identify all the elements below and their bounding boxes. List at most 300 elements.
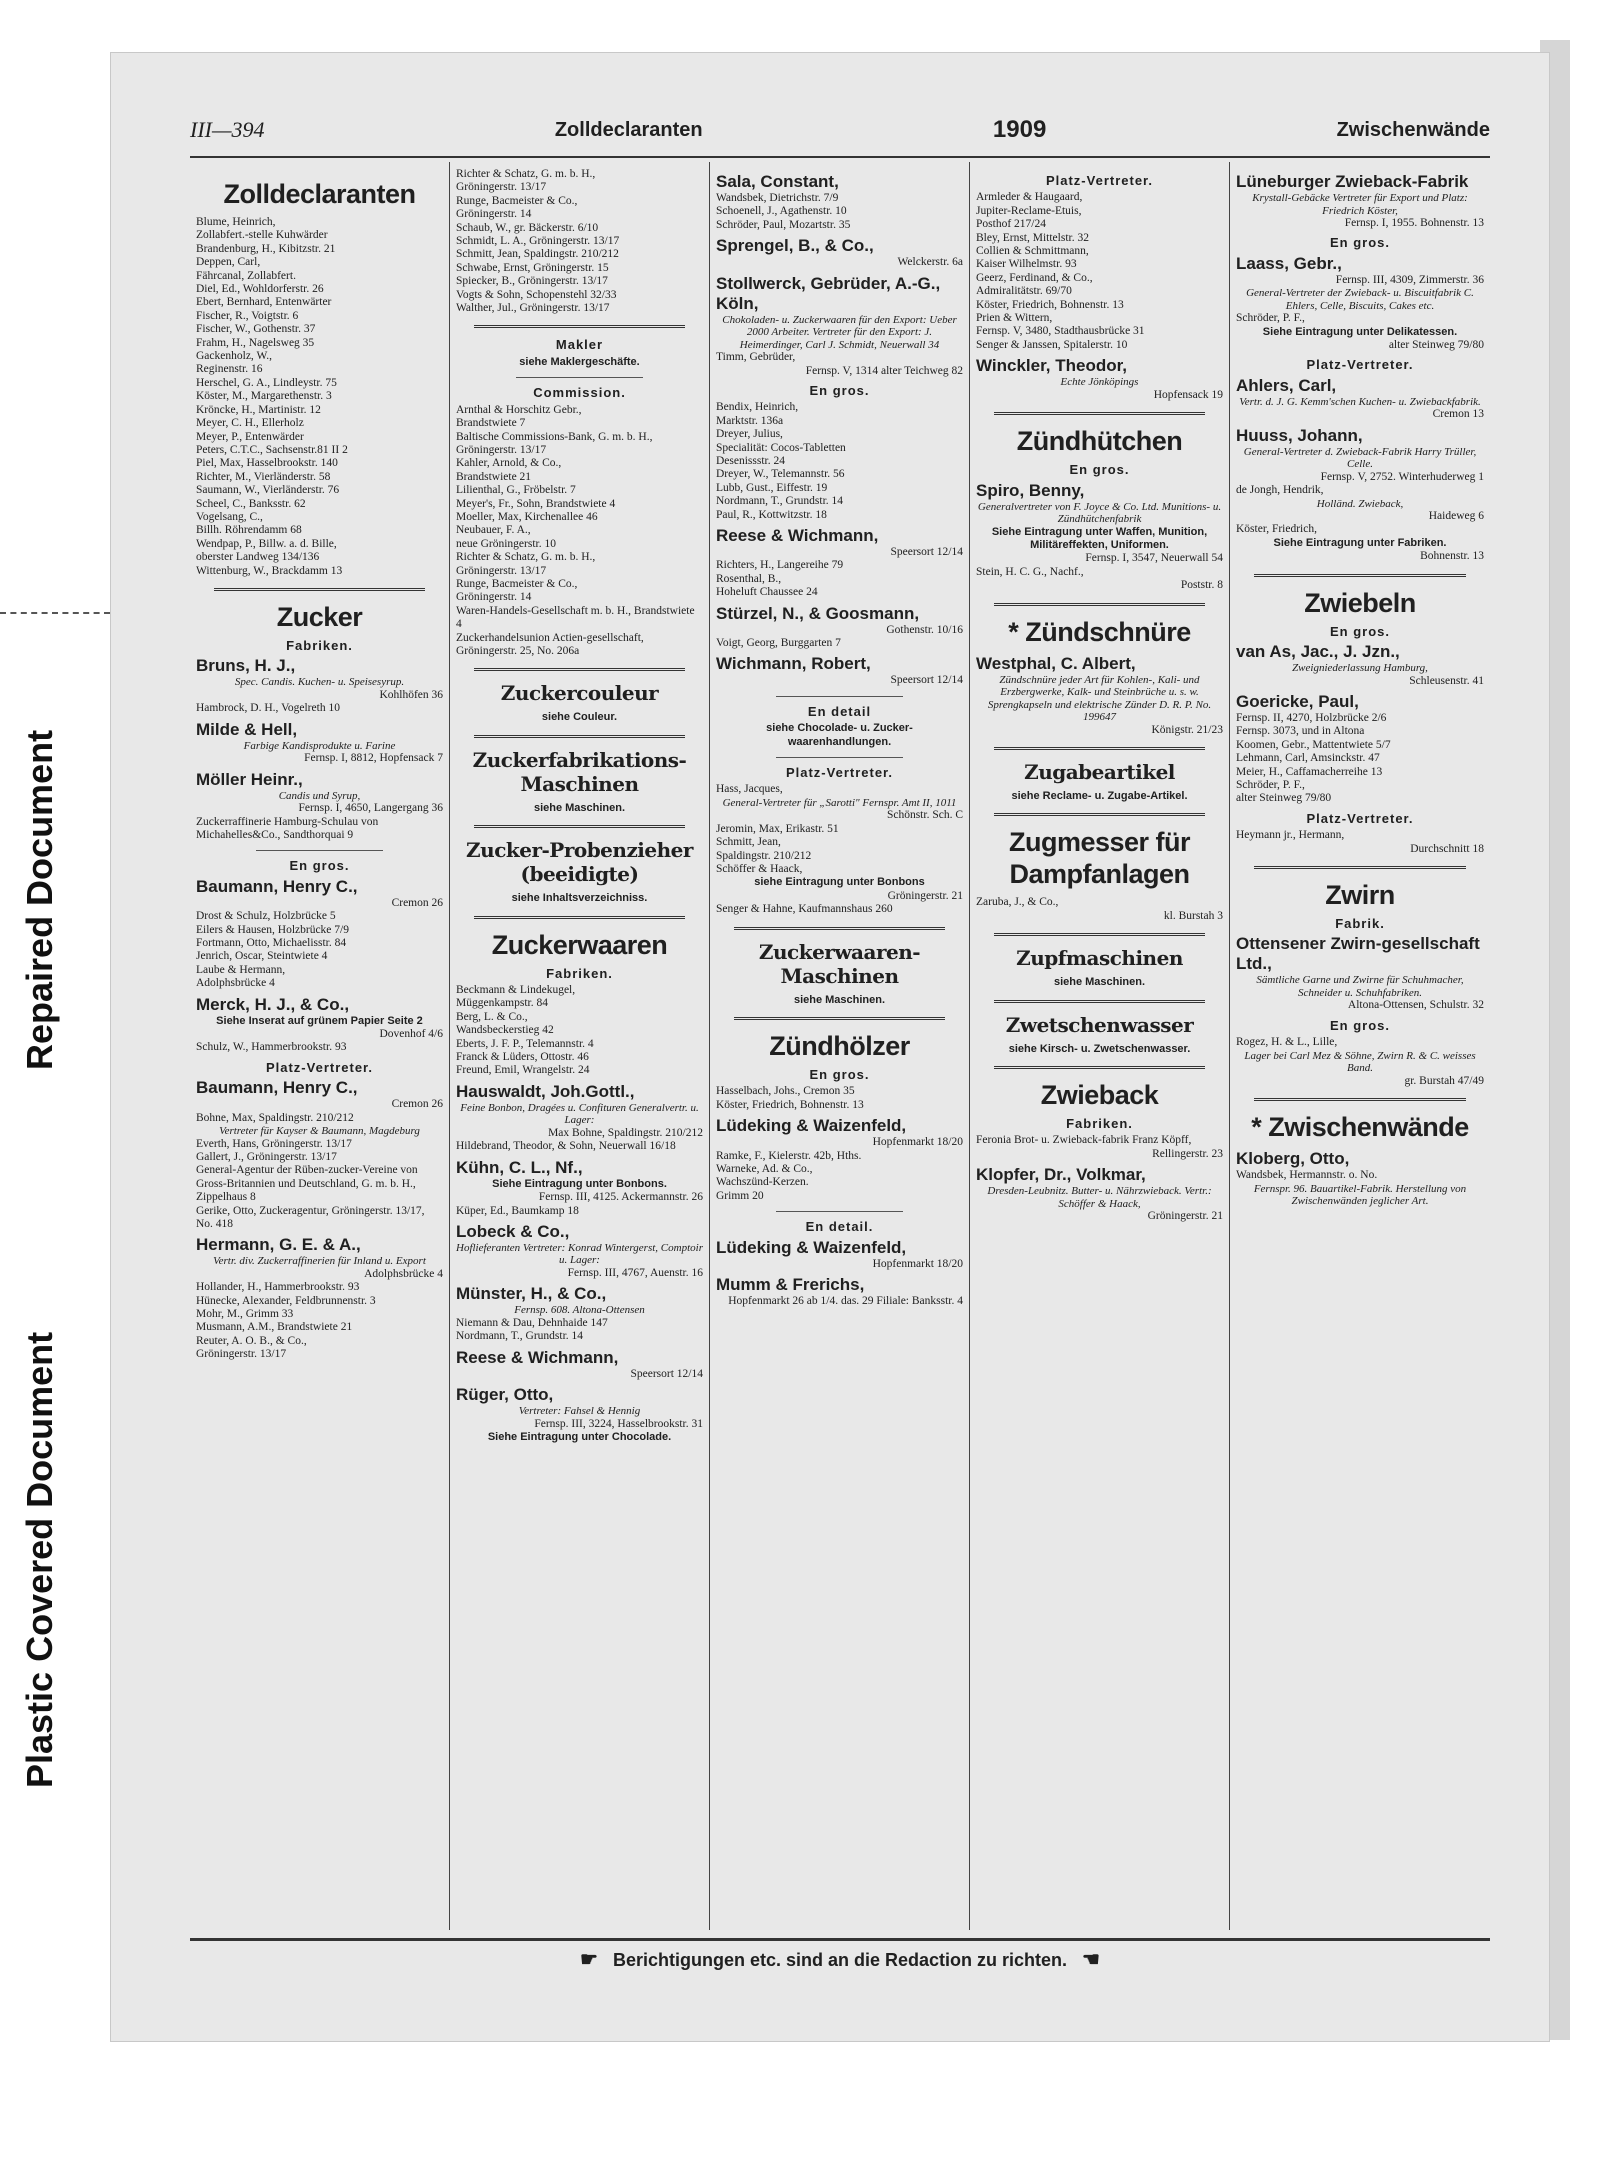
- list-item: Gröningerstr. 14: [456, 208, 532, 221]
- firm-description: Zweigniederlassung Hamburg,: [1292, 662, 1428, 675]
- list-item: Gröningerstr. 13/17: [456, 181, 547, 194]
- entry: Schröder, P. F.,: [1236, 312, 1305, 325]
- section-title: Zugabeartikel: [1024, 760, 1175, 785]
- firm-name: Laass, Gebr.,: [1236, 253, 1342, 273]
- entry-list: [196, 1281, 443, 1361]
- divider: [994, 933, 1205, 936]
- firm-address: kl. Burstah 3: [1163, 909, 1223, 922]
- page-header: [190, 110, 1490, 150]
- list-item: neue Gröningerstr. 10: [456, 537, 556, 550]
- entry: Bohne, Max, Spaldingstr. 210/212: [196, 1111, 354, 1124]
- section-title: * Zwischenwände: [1251, 1112, 1469, 1143]
- section-title: Zwieback: [1040, 1080, 1159, 1111]
- firm-address: Fernsp. III, 3224, Hasselbrookstr. 31: [534, 1417, 703, 1430]
- firm-address: Fernsp. V, 2752. Winterhuderweg 1: [1320, 470, 1484, 483]
- firm-address: Cremon 26: [391, 1098, 443, 1111]
- list-item: Gröningerstr. 13/17: [456, 564, 547, 577]
- subsection-title: En gros.: [1329, 1017, 1390, 1033]
- firm-address: Fernsp. V, 1314 alter Teichweg 82: [805, 364, 963, 377]
- divider: [994, 1066, 1205, 1069]
- firm-address: Speersort 12/14: [890, 546, 963, 558]
- divider: [474, 825, 685, 828]
- list-item: Bendix, Heinrich,: [716, 401, 799, 414]
- list-item: Gallert, J., Gröningerstr. 13/17: [196, 1150, 337, 1163]
- list-item: Everth, Hans, Gröningerstr. 13/17: [196, 1137, 352, 1150]
- divider: [994, 1000, 1205, 1003]
- firm-name: Stollwerck, Gebrüder, A.-G., Köln,: [716, 273, 941, 313]
- list-item: Gerike, Otto, Zuckeragentur, Gröningerstr. 13/17, No. 418: [196, 1204, 425, 1230]
- firm-name: Huuss, Johann,: [1236, 425, 1363, 445]
- list-item: Meyer, P., Entenwärder: [196, 430, 304, 443]
- list-item: Richters, H., Langereihe 79: [716, 559, 844, 572]
- column-5: [1230, 162, 1490, 1930]
- list-item: Lilienthal, G., Fröbelstr. 7: [456, 484, 576, 497]
- list-item: Fischer, W., Gothenstr. 37: [196, 323, 316, 336]
- firm-description: General-Vertreter d. Zwieback-Fabrik Harry Trüller, Celle.: [1243, 445, 1477, 471]
- entry-list: [196, 910, 443, 990]
- list-item: Admiralitätstr. 69/70: [976, 285, 1072, 298]
- see-reference: siehe Maschinen.: [533, 801, 626, 814]
- divider: [1254, 1098, 1466, 1101]
- list-item: Paul, R., Kottwitzstr. 18: [716, 508, 827, 521]
- divider: [474, 325, 685, 328]
- list-item: Prien & Wittern,: [976, 312, 1053, 325]
- list-item: Zollabfert.-stelle Kuhwärder: [196, 229, 328, 242]
- entry: de Jongh, Hendrik,: [1236, 484, 1324, 497]
- subsection-title: En gros.: [1329, 235, 1390, 251]
- list-item: Warneke, Ad. & Co.,: [716, 1163, 813, 1176]
- list-item: Brandstwiete 7: [456, 417, 526, 430]
- section-title: Zündhölzer: [769, 1031, 910, 1062]
- firm-address: Dovenhof 4/6: [379, 1027, 443, 1040]
- list-item: Lehmann, Carl, Amsinckstr. 47: [1236, 752, 1380, 765]
- list-item: Köster, M., Margarethenstr. 3: [196, 390, 332, 403]
- list-item: Specialität: Cocos-Tabletten: [716, 441, 846, 454]
- entry-list: [716, 192, 963, 232]
- section-title: Zwirn: [1325, 880, 1395, 911]
- subsection-title: Platz-Vertreter.: [265, 1059, 374, 1075]
- firm-name: Lüdeking & Waizenfeld,: [716, 1237, 907, 1257]
- section-title: Zuckerwaaren: [491, 929, 668, 960]
- list-item: Richter & Schatz, G. m. b. H.,: [456, 551, 596, 564]
- list-item: Ramke, F., Kielerstr. 42b, Hths.: [716, 1149, 862, 1162]
- subsection-title: Makler: [555, 337, 604, 353]
- firm-description: Chokoladen- u. Zuckerwaaren für den Export: Ueber 2000 Arbeiter. Vertreter für den Export: J. Heimerdinger, Carl J. Schmidt, Neuerwall 34: [722, 313, 957, 351]
- firm-name: Baumann, Henry C.,: [196, 876, 358, 896]
- footer-note: Berichtigungen etc. sind an die Redaction zu richten.: [612, 1950, 1068, 1970]
- entry-list: [456, 984, 703, 1078]
- list-item: Fernsp. V, 3480, Stadthausbrücke 31: [976, 325, 1145, 338]
- subsection-title: Platz-Vertreter.: [785, 765, 894, 781]
- list-item: oberster Landweg 134/136: [196, 551, 320, 564]
- list-item: Nordmann, T., Grundstr. 14: [716, 495, 844, 508]
- firm-name: Kloberg, Otto,: [1236, 1149, 1350, 1169]
- firm-description: Vertreter: Fahsel & Hennig: [518, 1405, 641, 1418]
- list-item: Kaiser Wilhelmstr. 93: [976, 258, 1077, 271]
- entry: Voigt, Georg, Burggarten 7: [716, 637, 841, 650]
- firm-address: Cremon 26: [391, 896, 443, 909]
- list-item: Fernsp. 3073, und in Altona: [1236, 725, 1365, 738]
- list-item: Billh. Röhrendamm 68: [196, 524, 302, 537]
- firm-name: Reese & Wichmann,: [456, 1347, 619, 1367]
- list-item: Freund, Emil, Wrangelstr. 24: [456, 1064, 590, 1077]
- list-item: Richter & Schatz, G. m. b. H.,: [456, 168, 596, 180]
- firm-address: Adolphsbrücke 4: [364, 1267, 443, 1280]
- list-item: Grimm 20: [716, 1189, 764, 1202]
- header-left-title: Zolldeclaranten: [554, 118, 703, 141]
- subsection-title: Platz-Vertreter.: [1306, 810, 1414, 826]
- list-item: Walther, Jul., Gröningerstr. 13/17: [456, 302, 610, 315]
- subsection-title: En gros.: [809, 1067, 870, 1083]
- firm-name: Goericke, Paul,: [1236, 692, 1359, 711]
- firm-description: Echte Jönköpings: [1060, 376, 1139, 389]
- firm-address: Fernsp. I, 8812, Hopfensack 7: [304, 752, 443, 765]
- firm-address: Kohlhöfen 36: [379, 688, 443, 701]
- list-item: Kahler, Arnold, & Co.,: [456, 457, 562, 470]
- firm-address: Gothenstr. 10/16: [886, 623, 963, 636]
- list-item: Schmitt, Jean, Spaldingstr. 210/212: [456, 248, 619, 261]
- list-item: Wachszünd-Kerzen.: [716, 1176, 809, 1189]
- list-item: Jenrich, Oscar, Steintwiete 4: [196, 950, 328, 963]
- list-item: Moeller, Max, Kirchenallee 46: [456, 510, 598, 523]
- firm-description: Spec. Candis. Kuchen- u. Speisesyrup.: [234, 676, 405, 689]
- list-item: Adolphsbrücke 4: [196, 977, 275, 990]
- list-item: Gröningerstr. 25, No. 206a: [456, 645, 580, 657]
- list-item: Armleder & Haugaard,: [976, 191, 1083, 204]
- list-item: Peters, C.T.C., Sachsenstr.81 II 2: [196, 443, 348, 456]
- list-item: Wittenburg, W., Brackdamm 13: [196, 564, 343, 577]
- list-item: Kröncke, H., Martinistr. 12: [196, 403, 321, 416]
- firm-address: alter Steinweg 79/80: [1388, 339, 1484, 352]
- firm-description: Dresden-Leubnitz. Butter- u. Nährzwieback. Vertr.: Schöffer & Haack,: [987, 1185, 1212, 1210]
- divider: [734, 927, 945, 930]
- entry-list: [1236, 752, 1484, 806]
- section-title: Zuckerwaaren-Maschinen: [758, 939, 921, 988]
- firm-note: Siehe Eintragung unter Delikatessen.: [1262, 325, 1458, 338]
- firm-name: Reese & Wichmann,: [716, 526, 879, 545]
- firm-address: Hopfenmarkt 26 ab 1/4. das. 29 Filiale: Banksstr. 4: [728, 1295, 963, 1308]
- subsection-title: En gros.: [289, 858, 350, 874]
- firm-address: gr. Burstah 47/49: [1404, 1074, 1484, 1087]
- firm-name: Lüdeking & Waizenfeld,: [716, 1116, 907, 1136]
- subsection-title: En detail.: [805, 1219, 874, 1235]
- firm-note: Siehe Eintragung unter Waffen, Munition, Militäreffekten, Uniformen.: [991, 525, 1208, 551]
- firm-address: Hopfensack 19: [1153, 388, 1223, 401]
- divider: [776, 757, 903, 758]
- list-item: Scheel, C., Banksstr. 62: [196, 497, 306, 510]
- firm-name: Sprengel, B., & Co.,: [716, 236, 874, 256]
- firm-address: Gröningerstr. 21: [887, 889, 963, 902]
- entry: Senger & Hahne, Kaufmannshaus 260: [716, 903, 893, 916]
- entry-list: [1236, 712, 1484, 752]
- section-title: Zwetschenwasser: [1005, 1012, 1194, 1037]
- list-item: Musmann, A.M., Brandstwiete 21: [196, 1321, 353, 1334]
- entry-list: [456, 404, 703, 659]
- firm-address: Fernsp. III, 4309, Zimmerstr. 36: [1335, 273, 1484, 286]
- divider: [474, 735, 685, 738]
- firm-address: Max Bohne, Spaldingstr. 210/212: [548, 1126, 703, 1139]
- list-item: Reginenstr. 16: [196, 363, 263, 376]
- subsection-title: Platz-Vertreter.: [1045, 173, 1154, 188]
- firm-description: Lager bei Carl Mez & Söhne, Zwirn R. & C. weisses Band.: [1244, 1049, 1476, 1075]
- list-item: Mohr, M., Grimm 33: [196, 1308, 294, 1321]
- list-item: Jupiter-Reclame-Etuis,: [976, 204, 1082, 217]
- firm-description: Sämtliche Garne und Zwirne für Schuhmacher, Schneider u. Schuhfabriken.: [1256, 974, 1464, 999]
- list-item: Fischer, R., Voigtstr. 6: [196, 309, 299, 322]
- firm-address: Bohnenstr. 13: [1420, 550, 1484, 563]
- divider: [214, 588, 425, 591]
- firm-name: Lüneburger Zwieback-Fabrik: [1236, 172, 1469, 191]
- firm-description: Krystall-Gebäcke Vertreter für Export und Platz: Friedrich Köster,: [1252, 192, 1468, 217]
- firm-description: Zündschnüre jeder Art für Kohlen-, Kali- und Erzbergwerke, Kalk- und Steinbrüche u. s. w. Sprengkapseln und elektrische Zünder D. R. P. No. 199647: [987, 673, 1212, 724]
- list-item: Diel, Ed., Wohldorferstr. 26: [196, 283, 324, 296]
- firm-description: Candis und Syrup,: [278, 789, 361, 802]
- list-item: Dreyer, Julius,: [716, 428, 783, 441]
- list-item: Saumann, W., Vierländerstr. 76: [196, 484, 340, 497]
- firm-description: Holländ. Zwieback,: [1316, 497, 1404, 510]
- columns: [190, 162, 1490, 1930]
- list-item: Franck & Lüders, Ottostr. 46: [456, 1051, 589, 1064]
- pointing-hand-icon: ☚: [1082, 1949, 1100, 1971]
- divider: [994, 412, 1205, 415]
- list-item: Eilers & Hausen, Holzbrücke 7/9: [196, 923, 349, 936]
- list-item: Köster, Friedrich, Bohnenstr. 13: [716, 1098, 864, 1111]
- list-item: Beckmann & Lindekugel,: [456, 984, 576, 997]
- entry-list: [716, 559, 963, 599]
- entry: Zaruba, J., & Co.,: [976, 896, 1059, 909]
- list-item: Ebert, Bernhard, Entenwärter: [196, 296, 332, 309]
- entry-list: [976, 191, 1223, 352]
- firm-description: Vertr. d. J. G. Kemm'schen Kuchen- u. Zwiebackfabrik.: [1239, 395, 1481, 408]
- list-item: Gröningerstr. 14: [456, 591, 532, 604]
- entry: Wandsbek, Hermannstr. o. No.: [1236, 1169, 1378, 1182]
- firm-name: Ahlers, Carl,: [1236, 375, 1337, 395]
- list-item: Reuter, A. O. B., & Co.,: [196, 1334, 307, 1347]
- entry-list: [196, 216, 443, 578]
- entry: Hambrock, D. H., Vogelreth 10: [196, 702, 340, 715]
- firm-name: Stürzel, N., & Goosmann,: [716, 603, 920, 623]
- list-item: General-Agentur der Rüben-zucker-Vereine von Gross-Britannien und Deutschland, G. m. b. H., Zippelhaus 8: [196, 1164, 418, 1204]
- entry-list: [196, 1138, 443, 1232]
- section-title: Zolldeclaranten: [223, 179, 416, 209]
- list-item: alter Steinweg 79/80: [1236, 792, 1332, 805]
- firm-address: Hopfenmarkt 18/20: [872, 1257, 963, 1270]
- section-title: Zugmesser für Dampfanlagen: [1008, 827, 1191, 890]
- list-item: Geerz, Ferdinand, & Co.,: [976, 271, 1093, 284]
- firm-name: van As, Jac., J. Jzn.,: [1236, 642, 1400, 662]
- divider: [994, 813, 1205, 816]
- divider: [474, 916, 685, 919]
- entry: Hildebrand, Theodor, & Sohn, Neuerwall 16/18: [456, 1140, 676, 1153]
- list-item: Schaub, W., gr. Bäckerstr. 6/10: [456, 221, 599, 234]
- list-item: Vogelsang, C.,: [196, 510, 263, 523]
- section-title: Zupfmaschinen: [1016, 946, 1183, 971]
- list-item: Frahm, H., Nagelsweg 35: [196, 336, 315, 349]
- firm-name: Münster, H., & Co.,: [456, 1284, 607, 1304]
- list-item: Bley, Ernst, Mittelstr. 32: [976, 231, 1089, 244]
- list-item: Runge, Bacmeister & Co.,: [456, 577, 578, 590]
- list-item: Desenissstr. 24: [716, 454, 785, 467]
- firm-address: Schönstr. Sch. C: [886, 809, 963, 822]
- divider: [776, 696, 903, 697]
- see-reference: siehe Chocolade- u. Zucker-waarenhandlungen.: [766, 722, 913, 748]
- list-item: Runge, Bacmeister & Co.,: [456, 194, 578, 207]
- divider: [994, 747, 1205, 750]
- see-reference: siehe Maklergeschäfte.: [519, 355, 640, 368]
- header-rule: [190, 156, 1490, 158]
- firm-description: Fernsp. 608. Altona-Ottensen: [514, 1304, 645, 1317]
- list-item: Jeromin, Max, Erikastr. 51: [716, 822, 839, 835]
- list-item: Spaldingstr. 210/212: [716, 849, 812, 862]
- list-item: Schröder, Paul, Mozartstr. 35: [716, 218, 851, 231]
- firm-note: Siehe Eintragung unter Chocolade.: [487, 1430, 672, 1443]
- firm-name: Kühn, C. L., Nf.,: [456, 1157, 583, 1177]
- divider: [734, 1017, 945, 1020]
- list-item: Piel, Max, Hasselbrookstr. 140: [196, 457, 338, 470]
- firm-description: Vertreter für Kayser & Baumann, Magdeburg: [219, 1125, 420, 1137]
- list-item: Fährcanal, Zollabfert.: [196, 269, 296, 282]
- firm-address: Durchschnitt 18: [1410, 842, 1484, 855]
- entry-list: [716, 823, 963, 863]
- divider: [776, 1211, 903, 1212]
- list-item: Brandstwiete 21: [456, 470, 532, 483]
- list-item: Eberts, J. F. P., Telemannstr. 4: [456, 1037, 594, 1050]
- firm-name: Rüger, Otto,: [456, 1385, 554, 1405]
- firm-note: Siehe Eintragung unter Bonbons.: [492, 1177, 667, 1190]
- firm-description: Generalvertreter von F. Joyce & Co. Ltd. Munitions- u. Zündhütchenfabrik: [977, 500, 1222, 526]
- repaired-document-label: Repaired Document: [19, 729, 60, 1071]
- entry: Heymann jr., Hermann,: [1236, 829, 1345, 842]
- entry: Feronia Brot- u. Zwieback-fabrik Franz Köpff,: [976, 1134, 1192, 1147]
- subsection-title: Fabriken.: [1066, 1116, 1133, 1132]
- subsection-title: Fabriken.: [546, 965, 613, 981]
- pointing-hand-icon: ☛: [580, 1949, 598, 1971]
- firm-address: Fernsp. I, 4650, Langergang 36: [298, 802, 443, 815]
- list-item: Waren-Handels-Gesellschaft m. b. H., Brandstwiete 4: [456, 604, 695, 631]
- subsection-title: En gros.: [1329, 623, 1390, 639]
- entry: Zuckerraffinerie Hamburg-Schulau von Michahelles&Co., Sandthorquai 9: [196, 815, 379, 841]
- subsection-title: Commission.: [533, 385, 626, 401]
- firm-address: Haideweg 6: [1428, 510, 1484, 523]
- list-item: Schmitt, Jean,: [716, 836, 781, 849]
- entry: Rogez, H. & L., Lille,: [1236, 1036, 1338, 1049]
- firm-description: Hoflieferanten Vertreter: Konrad Wintergerst, Comptoir u. Lager:: [456, 1241, 703, 1267]
- see-reference: siehe Kirsch- u. Zwetschenwasser.: [1008, 1042, 1191, 1055]
- entry-list: [716, 1150, 963, 1204]
- divider: [1254, 866, 1466, 869]
- list-item: Schwabe, Ernst, Gröningerstr. 15: [456, 261, 609, 274]
- entry-list: [716, 1085, 963, 1112]
- firm-note: siehe Eintragung unter Bonbons: [754, 876, 925, 889]
- list-item: Lubb, Gust., Eiffestr. 19: [716, 481, 828, 494]
- fold-marker: [0, 612, 110, 614]
- header-right-title: Zwischenwände: [1336, 118, 1490, 141]
- list-item: Gröningerstr. 13/17: [196, 1348, 287, 1361]
- entry-list: [456, 168, 703, 315]
- entry-list: [716, 401, 963, 522]
- list-item: Berg, L. & Co.,: [456, 1010, 528, 1023]
- firm-name: Hermann, G. E. & A.,: [196, 1235, 361, 1255]
- page-footer: [190, 1938, 1490, 1971]
- list-item: Meyer's, Fr., Sohn, Brandstwiete 4: [456, 497, 616, 510]
- firm-note: Siehe Inserat auf grünem Papier Seite 2: [216, 1014, 423, 1027]
- subsection-title: En gros.: [809, 382, 870, 398]
- firm-address: Rellingerstr. 23: [1152, 1147, 1223, 1160]
- list-item: Richter, M., Vierländerstr. 58: [196, 470, 331, 483]
- firm-address: Königstr. 21/23: [1151, 723, 1223, 736]
- entry: Timm, Gebrüder,: [716, 351, 796, 364]
- list-item: Köster, Friedrich, Bohnenstr. 13: [976, 298, 1124, 311]
- firm-address: Gröningerstr. 21: [1147, 1210, 1223, 1223]
- list-item: Schmidt, L. A., Gröningerstr. 13/17: [456, 235, 620, 248]
- page-number: III—394: [190, 117, 265, 142]
- see-reference: siehe Reclame- u. Zugabe-Artikel.: [1011, 790, 1188, 803]
- list-item: Posthof 217/24: [976, 218, 1046, 231]
- firm-name: Spiro, Benny,: [976, 480, 1085, 500]
- list-item: Zuckerhandelsunion Actien-gesellschaft,: [456, 631, 644, 644]
- subsection-title: En gros.: [1069, 462, 1130, 478]
- list-item: Koomen, Gebr., Mattentwiete 5/7: [1236, 738, 1391, 751]
- list-item: Collien & Schmittmann,: [976, 245, 1089, 258]
- list-item: Laube & Hermann,: [196, 963, 286, 976]
- list-item: Fernsp. II, 4270, Holzbrücke 2/6: [1236, 712, 1387, 724]
- list-item: Senger & Janssen, Spitalerstr. 10: [976, 338, 1128, 351]
- column-3: [710, 162, 970, 1930]
- firm-description: Fernspr. 96. Bauartikel-Fabrik. Herstellung von Zwischenwänden jeglicher Art.: [1253, 1182, 1467, 1207]
- list-item: Brandenburg, H., Kibitzstr. 21: [196, 242, 336, 255]
- firm-name: Westphal, C. Albert,: [976, 653, 1136, 673]
- entry: Hass, Jacques,: [716, 783, 783, 796]
- firm-description: General-Vertreter der Zwieback- u. Biscuitfabrik C. Ehlers, Celle, Biscuits, Cakes etc.: [1246, 287, 1474, 312]
- see-reference: siehe Maschinen.: [793, 993, 886, 1006]
- plastic-covered-label: Plastic Covered Document: [19, 1331, 60, 1789]
- firm-name: Milde & Hell,: [196, 719, 298, 739]
- subsection-title: Platz-Vertreter.: [1306, 357, 1414, 373]
- column-4: [970, 162, 1230, 1930]
- list-item: Deppen, Carl,: [196, 256, 261, 269]
- firm-name: Baumann, Henry C.,: [196, 1078, 358, 1098]
- directory-page: [190, 110, 1490, 1980]
- list-item: Schoenell, J., Agathenstr. 10: [716, 205, 847, 218]
- list-item: Herschel, G. A., Lindleystr. 75: [196, 376, 337, 389]
- list-item: Vogts & Sohn, Schopenstehl 32/33: [456, 288, 617, 301]
- firm-address: Speersort 12/14: [890, 674, 963, 687]
- list-item: Niemann & Dau, Dehnhaide 147: [456, 1316, 608, 1329]
- list-item: Hünecke, Alexander, Feldbrunnenstr. 3: [196, 1294, 376, 1307]
- firm-description: Farbige Kandisprodukte u. Farine: [243, 739, 396, 752]
- section-title: Zuckercouleur: [500, 681, 659, 706]
- see-reference: siehe Maschinen.: [1053, 976, 1146, 989]
- entry: Schulz, W., Hammerbrookstr. 93: [196, 1041, 347, 1054]
- list-item: Dreyer, W., Telemannstr. 56: [716, 468, 845, 481]
- firm-name: Mumm & Frerichs,: [716, 1275, 865, 1295]
- firm-name: Wichmann, Robert,: [716, 654, 871, 674]
- list-item: Marktstr. 136a: [716, 414, 784, 427]
- list-item: Müggenkampstr. 84: [456, 997, 548, 1010]
- firm-address: Poststr. 8: [1180, 579, 1223, 592]
- section-title: Zucker: [276, 601, 363, 632]
- divider: [1254, 574, 1466, 577]
- firm-address: Fernsp. III, 4767, Auenstr. 16: [567, 1266, 703, 1279]
- firm-address: Schleusenstr. 41: [1409, 674, 1484, 687]
- divider: [256, 850, 383, 851]
- see-reference: siehe Couleur.: [541, 711, 618, 724]
- header-year: 1909: [992, 116, 1047, 143]
- divider: [516, 377, 643, 378]
- list-item: Spiecker, B., Gröningerstr. 13/17: [456, 275, 608, 288]
- list-item: Neubauer, F. A.,: [456, 524, 531, 537]
- firm-name: Möller Heinr.,: [196, 769, 303, 789]
